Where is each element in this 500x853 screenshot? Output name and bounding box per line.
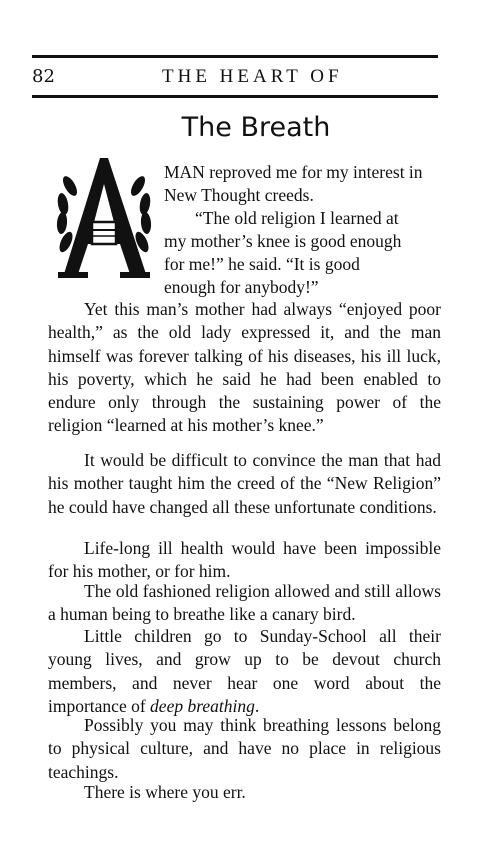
emphasis-text: deep breathing (150, 695, 255, 716)
paragraph-text: . (254, 695, 260, 716)
opening-line: “The old religion I learned at (195, 208, 399, 228)
opening-line: for me!” he said. “It is good (164, 254, 360, 274)
paragraph: The old fashioned religion allowed and still allows a human being to breathe like a canary bird. (48, 581, 441, 625)
header-top-rule (32, 55, 438, 58)
paragraph: There is where you err. (84, 782, 246, 802)
page-number: 82 (32, 66, 55, 87)
paragraph: Possibly you may think breathing lessons belong to physical culture, and have no place in religious teachings. (48, 715, 441, 782)
chapter-title: The Breath (181, 112, 331, 143)
running-header (32, 64, 438, 90)
paragraph: Life-long ill health would have been impossible for his mother, or for him. (48, 538, 441, 582)
opening-line: enough for anybody!” (164, 277, 319, 297)
opening-line: New Thought creeds. (164, 185, 314, 205)
paragraph-text: Little children go to Sunday-School all their young lives, and grow up to be devout church members, and never hear one word about the importance of (48, 626, 441, 716)
ornamental-initial-a (48, 156, 160, 281)
paragraph (48, 625, 441, 718)
running-head: THE HEART OF (162, 66, 343, 87)
paragraph: Yet this man’s mother had always “enjoyed poor health,” as the old lady expressed it, and the man himself was forever talking of his diseases, his ill luck, his poverty, which he said he had been enabled to endure only through the sustaining power of the religion “learned at his mother’s knee.” (48, 299, 441, 436)
paragraph: It would be difficult to convince the man that had his mother taught him the creed of the “New Religion” he could have changed all these unfortunate conditions. (48, 450, 441, 517)
opening-line: MAN reproved me for my interest in (164, 162, 423, 182)
header-bottom-rule (32, 95, 438, 98)
opening-line: my mother’s knee is good enough (164, 231, 402, 251)
